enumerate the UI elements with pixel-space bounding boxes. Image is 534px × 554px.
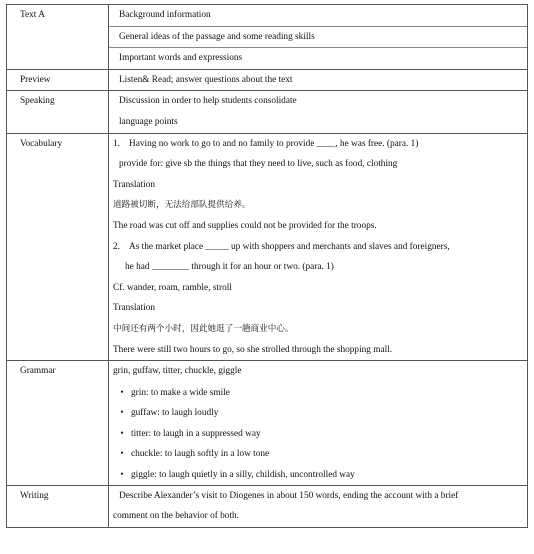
writing-line-2: comment on the behavior of both. — [113, 511, 239, 522]
row-content-text-a — [109, 5, 528, 70]
grammar-bullet-text: chuckle: to laugh softly in a low tone — [131, 449, 270, 460]
row-content-vocabulary — [109, 133, 528, 361]
grammar-bullet-text: titter: to laugh in a suppressed way — [131, 428, 261, 439]
bullet-icon: • — [120, 448, 124, 459]
bullet-icon: • — [120, 469, 124, 480]
grammar-bullet-text: grin: to make a wide smile — [131, 387, 230, 398]
writing-line-1: Describe Alexander’s visit to Diogenes in about 150 words, ending the account with a brief — [119, 490, 459, 501]
row-content-speaking — [109, 91, 528, 133]
speaking-line-1: Discussion in order to help students consolidate — [119, 96, 297, 107]
grammar-bullet-text: guffaw: to laugh loudly — [131, 408, 219, 419]
course-plan-table — [6, 4, 528, 528]
text-a-line-important-words: Important words and expressions — [119, 53, 243, 64]
row-label-text-a: Text A — [7, 5, 109, 70]
syllabus-document — [6, 4, 528, 528]
vocab-item-2-number: 2. — [113, 241, 120, 252]
row-label-vocabulary: Vocabulary — [7, 133, 109, 361]
table-row-preview — [7, 69, 528, 91]
row-content-writing — [109, 485, 528, 527]
grammar-bullet-chuckle — [109, 443, 527, 464]
vocab-item-2-text-a: As the market place _____ up with shoppers and merchants and slaves and foreigners, — [129, 241, 450, 252]
grammar-bullet-titter — [109, 423, 527, 444]
table-row-speaking — [7, 91, 528, 133]
grammar-bullet-guffaw — [109, 402, 527, 423]
table-row-grammar — [7, 361, 528, 486]
row-label-speaking: Speaking — [7, 91, 109, 133]
vocab-item-2-sentence-b: he had ________ through it for an hour or two. (para. 1) — [125, 262, 334, 273]
text-a-line-background: Background information — [109, 5, 527, 27]
vocab-item-1-text: Having no work to go to and no family to provide ____, he was free. (para. 1) — [129, 138, 419, 149]
grammar-bullet-text: giggle: to laugh quietly in a silly, childish, uncontrolled way — [131, 470, 355, 481]
table-row-vocabulary — [7, 133, 528, 361]
bullet-icon: • — [120, 386, 124, 397]
vocab-item-2-english: There were still two hours to go, so she strolled through the shopping mall. — [113, 344, 393, 355]
grammar-bullet-giggle — [109, 464, 527, 485]
row-label-preview: Preview — [7, 69, 109, 91]
vocab-item-1-number: 1. — [113, 138, 120, 149]
grammar-bullet-grin — [109, 382, 527, 403]
vocab-item-1-english: The road was cut off and supplies could not be provided for the troops. — [113, 220, 377, 231]
table-row-writing — [7, 485, 528, 527]
vocab-item-1-sentence — [109, 134, 527, 155]
text-a-line-general-ideas: General ideas of the passage and some reading skills — [109, 27, 527, 49]
bullet-icon: • — [120, 407, 124, 418]
grammar-intro: grin, guffaw, titter, chuckle, giggle — [113, 366, 242, 377]
preview-line: Listen& Read; answer questions about the text — [119, 74, 293, 85]
vocab-item-2-translation-label: Translation — [113, 303, 156, 314]
table-row-text-a — [7, 5, 528, 70]
row-label-writing: Writing — [7, 485, 109, 527]
row-content-grammar — [109, 361, 528, 486]
speaking-line-2: language points — [119, 116, 178, 127]
vocab-item-2-sentence-a — [109, 237, 527, 258]
vocab-item-1-translation-label: Translation — [113, 179, 156, 190]
vocab-item-2-cf: Cf. wander, roam, ramble, stroll — [113, 282, 232, 293]
vocab-item-1-definition: provide for: give sb the things that they need to live, such as food, clothing — [119, 159, 398, 170]
bullet-icon: • — [120, 427, 124, 438]
vocab-item-1-chinese: 道路被切断，无法给部队提供给养。 — [113, 200, 251, 211]
row-content-preview — [109, 69, 528, 91]
row-label-grammar: Grammar — [7, 361, 109, 486]
vocab-item-2-chinese: 中间还有两个小时，因此她逛了一趟商业中心。 — [113, 323, 294, 334]
